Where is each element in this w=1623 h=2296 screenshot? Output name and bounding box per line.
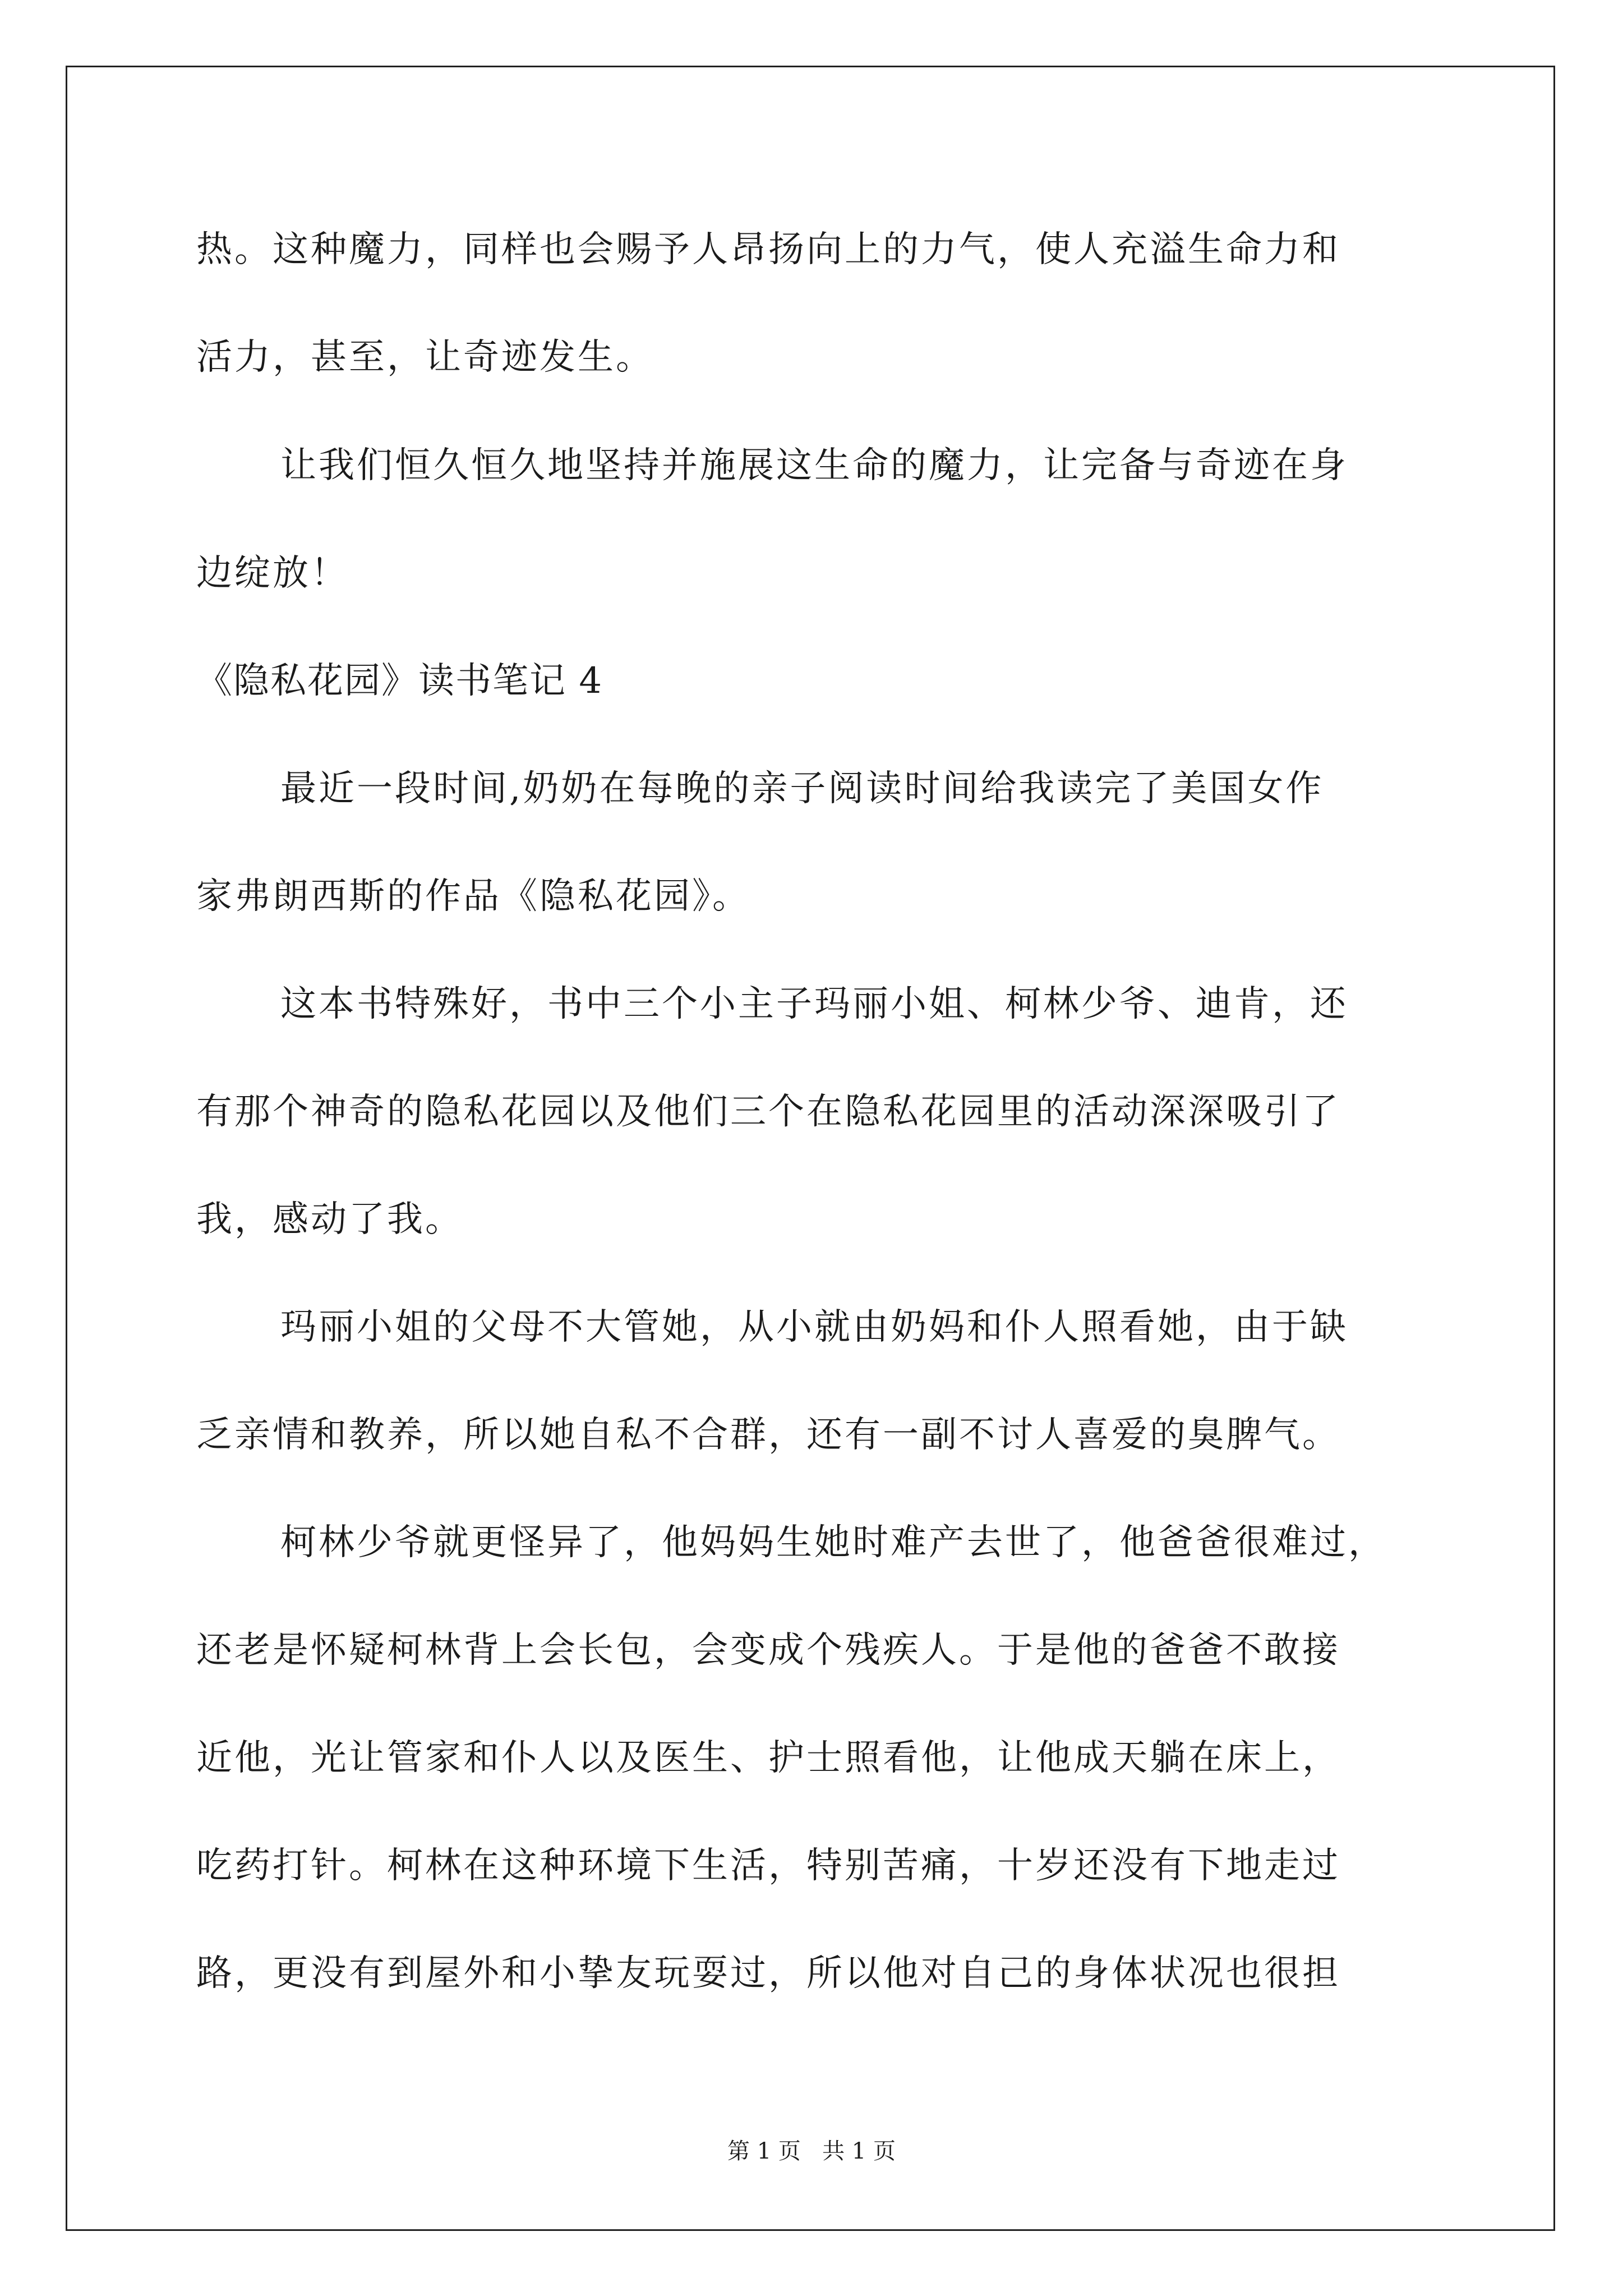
text-line: 边绽放！	[196, 553, 349, 594]
text-line: 乏亲情和教养，所以她自私不合群，还有一副不讨人喜爱的臭脾气。	[196, 1414, 1340, 1456]
text-line: 我，感动了我。	[196, 1199, 463, 1240]
text-line: 家弗朗西斯的作品《隐私花园》。	[196, 876, 750, 917]
text-line: 让我们恒久恒久地坚持并施展这生命的魔力，让完备与奇迹在身	[280, 445, 1348, 486]
page-border	[66, 66, 1555, 2231]
section-heading: 《隐私花园》读书笔记 4	[196, 660, 603, 702]
text-line: 柯林少爷就更怪异了，他妈妈生她时难产去世了，他爸爸很难过，	[280, 1522, 1386, 1563]
text-line: 有那个神奇的隐私花园以及他们三个在隐私花园里的活动深深吸引了	[196, 1091, 1340, 1133]
text-line: 路，更没有到屋外和小挚友玩耍过，所以他对自己的身体状况也很担	[196, 1953, 1340, 1994]
text-line: 这本书特殊好，书中三个小主子玛丽小姐、柯林少爷、迪肯，还	[280, 983, 1348, 1025]
text-line: 吃药打针。柯林在这种环境下生活，特别苦痛，十岁还没有下地走过	[196, 1845, 1340, 1887]
text-line: 活力，甚至，让奇迹发生。	[196, 337, 654, 378]
text-line: 最近一段时间,奶奶在每晚的亲子阅读时间给我读完了美国女作	[280, 768, 1324, 809]
text-line: 热。这种魔力，同样也会赐予人昂扬向上的力气，使人充溢生命力和	[196, 229, 1340, 270]
text-line: 还老是怀疑柯林背上会长包，会变成个残疾人。于是他的爸爸不敢接	[196, 1630, 1340, 1671]
text-line: 玛丽小姐的父母不大管她，从小就由奶妈和仆人照看她，由于缺	[280, 1306, 1348, 1348]
text-line: 近他，光让管家和仆人以及医生、护士照看他，让他成天躺在床上，	[196, 1737, 1340, 1779]
page-footer: 第 1 页 共 1 页	[727, 2138, 896, 2164]
